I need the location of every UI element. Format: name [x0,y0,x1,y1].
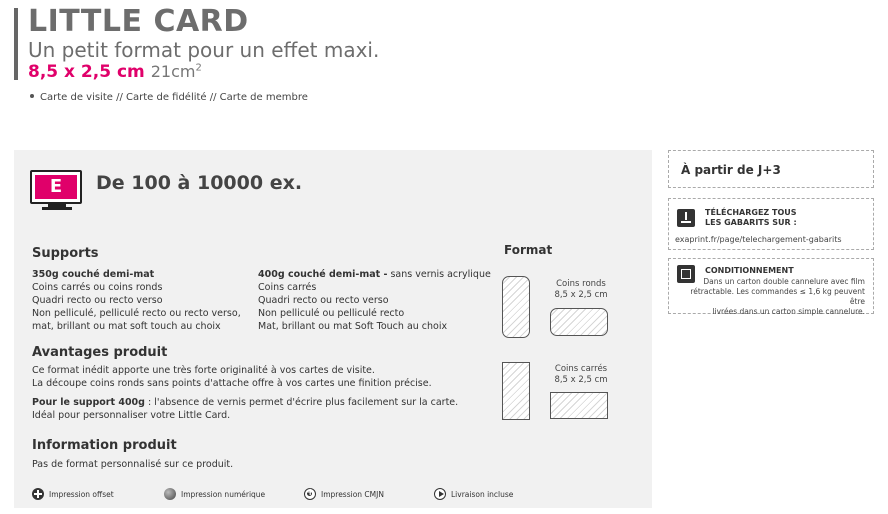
product-panel [14,150,652,508]
packaging-line: Dans un carton double cannelure avec film [703,277,865,286]
advantages-text [32,364,432,390]
support-b [258,268,491,333]
square-label: Coins carrés [554,364,608,374]
packaging-line: livrées dans un carton simple cannelure. [712,307,865,316]
legend-cmjn [304,488,384,500]
legend-delivery [434,488,513,500]
square-vertical-card [502,362,530,420]
delivery-icon [434,488,446,500]
bullet-icon [30,94,34,98]
round-label: Coins ronds [556,279,606,289]
packaging-heading: CONDITIONNEMENT [705,266,794,275]
round-horizontal-card [550,308,608,336]
advantage-400 [32,396,458,422]
packaging-line: rétractable. Les commandes ≤ 1,6 kg peuvent être [690,287,865,306]
support-b-line: Quadri recto ou recto verso [258,295,389,306]
info-heading: Information produit [32,438,177,453]
cmjn-icon [304,488,316,500]
numeric-icon [164,488,176,500]
download-box [668,198,874,250]
format-heading: Format [504,243,553,257]
support-b-name: 400g couché demi-mat - [258,269,388,280]
support-b-line: Non pelliculé ou pelliculé recto [258,308,405,319]
usage-text: Carte de visite // Carte de fidélité // Carte de membre [40,92,308,103]
delay-text: À partir de J+3 [681,163,781,177]
area-exponent: 2 [195,62,202,74]
info-text: Pas de format personnalisé sur ce produit. [32,459,234,470]
download-heading [705,208,797,228]
offset-icon [32,488,44,500]
packaging-text [675,277,865,317]
download-heading-1: TÉLÉCHARGEZ TOUS [705,208,797,217]
usage-line [30,92,308,103]
support-a-line: Quadri recto ou recto verso [32,295,163,306]
area [151,62,202,81]
legend-numeric [164,488,265,500]
round-vertical-card [502,276,530,338]
round-size: 8,5 x 2,5 cm [554,290,608,300]
support-a-line: Coins carrés ou coins ronds [32,282,163,293]
title-accent-bar [14,8,18,80]
legend-cmjn-label: Impression CMJN [321,489,384,499]
support-a-name: 350g couché demi-mat [32,269,155,280]
monitor-base [42,207,72,210]
size-line [28,62,202,82]
legend-offset [32,488,114,500]
dimensions: 8,5 x 2,5 cm [28,62,145,82]
legend-delivery-label: Livraison incluse [451,489,514,499]
advantage-400-text: : l'absence de vernis permet d'écrire plus facilement sur la carte. [144,397,459,408]
area-value: 21cm [150,62,196,81]
download-url[interactable]: exaprint.fr/page/telechargement-gabarits [675,235,842,244]
advantage-line: La découpe coins ronds sans points d'attache offre à vos cartes une finition précise. [32,378,432,389]
square-horizontal-card [550,392,608,419]
round-format-label [546,279,616,301]
advantage-line: Ce format inédit apporte une très forte originalité à vos cartes de visite. [32,365,375,376]
advantage-400-line2: Idéal pour personnaliser votre Little Card. [32,410,231,421]
support-a-line: mat, brillant ou mat soft touch au choix [32,321,221,332]
support-b-line: Mat, brillant ou mat Soft Touch au choix [258,321,448,332]
product-title: LITTLE CARD [28,4,249,39]
advantage-400-label: Pour le support 400g [32,397,145,408]
supports-heading: Supports [32,246,99,261]
packaging-box [668,258,874,314]
quantity-range: De 100 à 10000 ex. [96,172,303,194]
support-b-suffix: sans vernis acrylique [387,269,491,280]
delay-box [668,150,874,188]
product-subtitle: Un petit format pour un effet maxi. [28,38,380,62]
badge-letter: E [35,175,77,199]
legend-numeric-label: Impression numérique [181,489,266,499]
download-icon [677,209,695,227]
square-format-label [546,364,616,386]
support-a-line: Non pelliculé, pelliculé recto ou recto verso, [32,308,241,319]
legend-offset-label: Impression offset [49,489,114,499]
support-a [32,268,241,333]
advantages-heading: Avantages produit [32,345,168,360]
support-b-line: Coins carrés [258,282,317,293]
download-heading-2: LES GABARITS SUR : [705,218,797,227]
square-size: 8,5 x 2,5 cm [554,375,608,385]
monitor-icon [30,170,82,204]
